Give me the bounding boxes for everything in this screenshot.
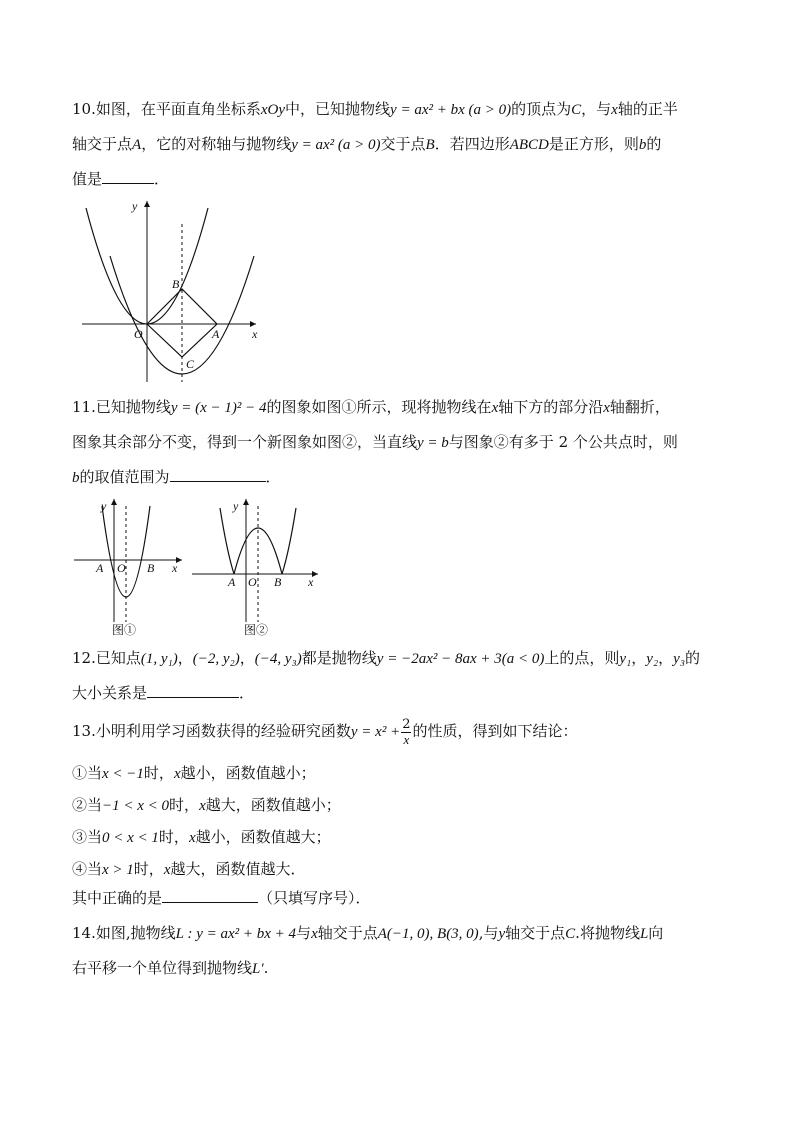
- math: y₂: [646, 651, 659, 667]
- math: x: [199, 798, 206, 814]
- label-B: B: [274, 575, 282, 589]
- text: ，: [658, 649, 674, 667]
- math: x: [163, 862, 171, 878]
- text: 如图,抛物线: [95, 924, 176, 942]
- formula: y = x² +: [350, 724, 401, 740]
- math: xOy: [260, 102, 286, 118]
- label-O: O: [117, 561, 126, 575]
- text: ，它的对称轴与抛物线: [141, 135, 292, 153]
- points: A(−1, 0), B(3, 0): [377, 926, 479, 942]
- q11-line1: [72, 397, 670, 418]
- question-number: 12.: [72, 649, 96, 667]
- formula: y = (x − 1)² − 4: [170, 400, 267, 416]
- math: x: [173, 766, 181, 782]
- text: ②当: [72, 796, 103, 814]
- left-branch: [220, 508, 234, 574]
- text: 的: [685, 649, 701, 667]
- q12-line2: [72, 683, 254, 703]
- y-axis-arrow: [144, 201, 150, 207]
- q11-line3: [72, 467, 281, 488]
- q12-line1: [72, 648, 700, 669]
- text: 轴的正半: [617, 100, 678, 118]
- text: 图象其余部分不变，得到一个新图象如图②，当直线: [72, 433, 418, 451]
- label-C: C: [186, 357, 195, 371]
- text: （只填写序号）．: [258, 889, 371, 907]
- y-axis-arrow: [243, 499, 249, 505]
- condition: x > 1: [102, 862, 134, 878]
- math: y₁: [619, 651, 632, 667]
- answer-blank[interactable]: [102, 169, 154, 184]
- q14-line2: [72, 958, 268, 979]
- answer-blank[interactable]: [147, 683, 239, 698]
- text: 的图象如图①所示，现将抛物线在: [266, 398, 492, 416]
- point: (−2, y₂): [192, 651, 240, 667]
- text: ．: [239, 684, 255, 702]
- label-B: B: [147, 561, 155, 575]
- q10-line2: [72, 134, 661, 155]
- denominator: x: [403, 731, 410, 747]
- text: 如图，在平面直角坐标系: [95, 100, 261, 118]
- math: C: [571, 102, 582, 118]
- text: 大小关系是: [72, 684, 148, 702]
- math: L: [639, 926, 649, 942]
- y-axis-arrow: [111, 499, 117, 505]
- text: .: [263, 959, 269, 977]
- q10-line1: [72, 99, 678, 120]
- question-number: 11.: [72, 398, 96, 416]
- point: (1, y₁): [140, 651, 178, 667]
- text: ,与: [478, 924, 499, 942]
- text: ．: [265, 468, 281, 486]
- text: ③当: [72, 828, 103, 846]
- math: x: [311, 926, 318, 942]
- text: ，与: [581, 100, 612, 118]
- text: 时，: [158, 828, 189, 846]
- text: 小明利用学习函数获得的经验研究函数: [95, 722, 351, 740]
- text: 其中正确的是: [72, 889, 163, 907]
- math: x: [611, 102, 618, 118]
- text: 轴交于点: [317, 924, 378, 942]
- text: ，: [177, 649, 193, 667]
- label-A: A: [96, 561, 104, 575]
- text: 的顶点为: [511, 100, 572, 118]
- text: 时，: [133, 860, 164, 878]
- math: b: [638, 137, 647, 153]
- math: y₃: [673, 651, 686, 667]
- text: 与图象②有多于 2 个公共点时，则: [448, 433, 678, 451]
- label-y: y: [233, 499, 239, 513]
- text: 交于点: [380, 135, 426, 153]
- q11-figure-1: [72, 494, 192, 640]
- q13-item-2: [72, 795, 341, 816]
- formula: L : y = ax² + bx + 4: [175, 926, 297, 942]
- label-x: x: [308, 575, 314, 589]
- q11-figure-2: [190, 494, 330, 640]
- text: 越小，函数值越小；: [180, 764, 316, 782]
- text: 时，: [143, 764, 174, 782]
- formula: y = b: [417, 435, 449, 451]
- text: 与: [296, 924, 312, 942]
- math: ABCD: [509, 137, 549, 153]
- text: 的性质，得到如下结论：: [412, 722, 578, 740]
- q10-line3: [72, 169, 169, 189]
- condition: −1 < x < 0: [102, 798, 170, 814]
- text: ，: [631, 649, 647, 667]
- label-x: x: [172, 561, 178, 575]
- text: ，: [239, 649, 255, 667]
- text: 越大，函数值越大．: [170, 860, 306, 878]
- math: L′: [252, 961, 264, 977]
- answer-blank[interactable]: [170, 467, 266, 482]
- label-A: A: [212, 327, 220, 341]
- label-B: B: [172, 277, 180, 291]
- text: 轴下方的部分沿: [498, 398, 604, 416]
- text: ④当: [72, 860, 103, 878]
- label-y: y: [132, 199, 138, 213]
- condition: 0 < x < 1: [102, 830, 159, 846]
- text: 是正方形，则: [548, 135, 639, 153]
- q10-figure: [80, 196, 270, 386]
- right-branch: [282, 508, 296, 574]
- text: .将抛物线: [575, 924, 640, 942]
- label-O: O: [248, 575, 257, 589]
- math: x: [491, 400, 499, 416]
- text: 都是抛物线: [301, 649, 377, 667]
- text: 轴交于点: [505, 924, 566, 942]
- label-x: x: [252, 327, 258, 341]
- question-number: 10.: [72, 100, 96, 118]
- text: ．: [154, 170, 170, 188]
- figure-caption: 图①: [112, 623, 137, 637]
- math: x: [188, 830, 196, 846]
- text: 的取值范围为: [79, 468, 170, 486]
- point: (−4, y₃): [254, 651, 302, 667]
- text: 越小，函数值越大；: [195, 828, 331, 846]
- figure-caption: 图②: [244, 623, 269, 637]
- q11-line2: [72, 432, 678, 453]
- q13-item-3: [72, 827, 331, 848]
- text: 上的点，则: [544, 649, 620, 667]
- fraction: [401, 718, 411, 747]
- question-number: 13.: [72, 722, 96, 740]
- label-O: O: [134, 327, 143, 341]
- answer-blank[interactable]: [162, 888, 258, 903]
- text: ①当: [72, 764, 103, 782]
- label-A: A: [228, 575, 236, 589]
- text: 右平移一个单位得到抛物线: [72, 959, 253, 977]
- label-y: y: [101, 499, 107, 513]
- text: 已知抛物线: [95, 398, 171, 416]
- math: A: [132, 137, 142, 153]
- math: x: [603, 400, 610, 416]
- condition: x < −1: [102, 766, 144, 782]
- text: 轴翻折，: [609, 398, 670, 416]
- text: 值是: [72, 170, 103, 188]
- text: 越大，函数值越小；: [205, 796, 341, 814]
- question-number: 14.: [72, 924, 96, 942]
- q14-line1: [72, 923, 663, 944]
- formula: y = ax² + bx (a > 0): [390, 102, 512, 118]
- formula: y = ax² (a > 0): [291, 137, 381, 153]
- q13-item-1: [72, 763, 316, 784]
- q13-answer-line: [72, 888, 371, 908]
- math: y: [498, 926, 506, 942]
- math: C: [565, 926, 576, 942]
- text: 向: [648, 924, 664, 942]
- formula: y = −2ax² − 8ax + 3(a < 0): [376, 651, 545, 667]
- numerator: 2: [402, 716, 411, 732]
- text: 已知点: [95, 649, 141, 667]
- text: ．若四边形: [434, 135, 510, 153]
- text: 中，已知抛物线: [285, 100, 391, 118]
- math: b: [72, 470, 80, 486]
- math: B: [425, 137, 435, 153]
- text: 时，: [169, 796, 200, 814]
- text: 的: [646, 135, 662, 153]
- text: 轴交于点: [72, 135, 133, 153]
- q13-item-4: [72, 859, 306, 880]
- q13-line1: [72, 716, 577, 747]
